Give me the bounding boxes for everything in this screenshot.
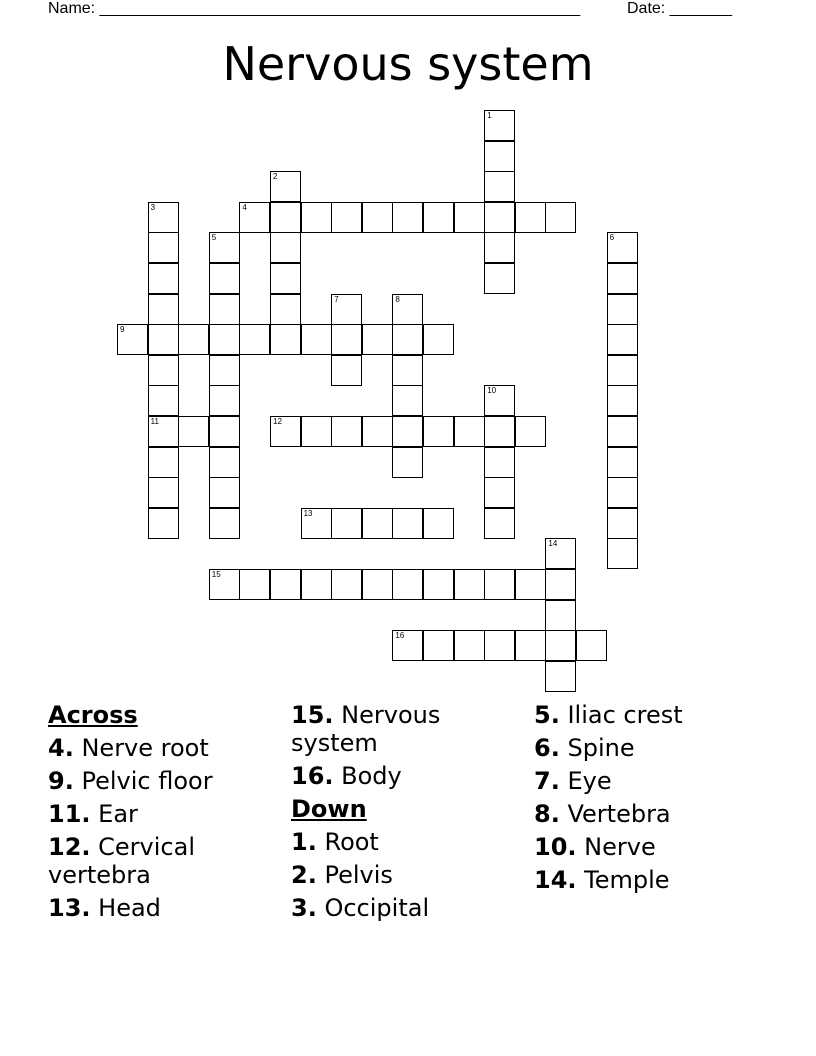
grid-cell[interactable] (270, 263, 301, 294)
clue-item-number: 9. (48, 767, 74, 795)
clue-item-number: 11. (48, 800, 91, 828)
clue-item-text: Iliac crest (567, 701, 683, 729)
clue-number: 5 (211, 233, 217, 243)
clue-column-2 (291, 701, 526, 927)
clue-item-number: 5. (534, 701, 560, 729)
grid-cell[interactable] (392, 508, 423, 539)
clue-item (291, 828, 526, 856)
grid-cell[interactable] (607, 538, 638, 569)
grid-cell[interactable] (545, 600, 576, 631)
grid-cell[interactable] (454, 569, 485, 600)
clue-item-text: Cervical vertebra (48, 833, 195, 889)
clue-item-text: Pelvic floor (81, 767, 213, 795)
clue-item-number: 4. (48, 734, 74, 762)
grid-cell[interactable] (209, 355, 240, 386)
grid-cell[interactable] (209, 508, 240, 539)
grid-cell[interactable] (423, 569, 454, 600)
grid-cell[interactable] (392, 385, 423, 416)
date-label: Date: (627, 0, 666, 17)
grid-cell[interactable] (148, 416, 179, 447)
grid-cell[interactable] (515, 202, 546, 233)
grid-cell[interactable] (362, 508, 393, 539)
grid-cell[interactable] (301, 202, 332, 233)
grid-cell[interactable] (362, 202, 393, 233)
clue-number: 8 (395, 294, 400, 304)
clue-item-number: 1. (291, 828, 317, 856)
grid-cell[interactable] (148, 385, 179, 416)
clue-item-text: Nerve root (81, 734, 209, 762)
grid-cell[interactable] (270, 171, 301, 202)
grid-cell[interactable] (239, 324, 270, 355)
grid-cell[interactable] (301, 508, 332, 539)
grid-cell[interactable] (331, 202, 362, 233)
grid-cell[interactable] (484, 477, 515, 508)
grid-cell[interactable] (545, 202, 576, 233)
grid-cell[interactable] (239, 569, 270, 600)
grid-cell[interactable] (607, 447, 638, 478)
clue-item-text: Nervous system (291, 701, 441, 757)
grid-cell[interactable] (148, 447, 179, 478)
grid-cell[interactable] (270, 569, 301, 600)
clue-item (48, 894, 283, 922)
grid-cell[interactable] (484, 263, 515, 294)
grid-cell[interactable] (148, 477, 179, 508)
grid-cell[interactable] (331, 355, 362, 386)
clue-item-text: Spine (567, 734, 635, 762)
grid-cell[interactable] (209, 477, 240, 508)
clue-item-number: 8. (534, 800, 560, 828)
grid-cell[interactable] (484, 202, 515, 233)
clue-number: 4 (242, 202, 247, 212)
clue-item-text: Vertebra (567, 800, 671, 828)
grid-cell[interactable] (607, 416, 638, 447)
grid-cell[interactable] (423, 508, 454, 539)
grid-cell[interactable] (423, 324, 454, 355)
clue-number: 7 (334, 294, 339, 304)
clue-item-number: 14. (534, 866, 577, 894)
grid-cell[interactable] (331, 569, 362, 600)
grid-cell[interactable] (423, 202, 454, 233)
grid-cell[interactable] (392, 416, 423, 447)
grid-cell[interactable] (392, 569, 423, 600)
clue-item-number: 16. (291, 762, 334, 790)
grid-cell[interactable] (362, 569, 393, 600)
grid-cell[interactable] (209, 447, 240, 478)
date-blank[interactable]: _______ (669, 0, 732, 17)
clue-item-text: Nerve (584, 833, 656, 861)
clue-item-number: 10. (534, 833, 577, 861)
grid-cell[interactable] (607, 232, 638, 263)
clue-item-text: Root (324, 828, 379, 856)
grid-cell[interactable] (392, 630, 423, 661)
clue-item-text: Occipital (324, 894, 430, 922)
clue-item-number: 15. (291, 701, 334, 729)
clue-number: 13 (303, 508, 313, 518)
grid-cell[interactable] (270, 416, 301, 447)
grid-cell[interactable] (301, 324, 332, 355)
clue-number: 11 (150, 417, 159, 426)
clue-item (291, 861, 526, 889)
grid-cell[interactable] (454, 630, 485, 661)
grid-cell[interactable] (484, 232, 515, 263)
grid-cell[interactable] (117, 324, 148, 355)
grid-cell[interactable] (515, 569, 546, 600)
grid-cell[interactable] (545, 661, 576, 692)
clue-item (291, 894, 526, 922)
grid-cell[interactable] (607, 324, 638, 355)
clue-item-number: 6. (534, 734, 560, 762)
grid-cell[interactable] (484, 385, 515, 416)
clue-item-number: 3. (291, 894, 317, 922)
clue-item-text: Head (98, 894, 161, 922)
clue-item (534, 800, 769, 828)
grid-cell[interactable] (484, 141, 515, 172)
grid-cell[interactable] (484, 110, 515, 141)
grid-cell[interactable] (423, 630, 454, 661)
clue-item-text: Ear (98, 800, 138, 828)
grid-cell[interactable] (423, 416, 454, 447)
grid-cell[interactable] (209, 416, 240, 447)
grid-cell[interactable] (331, 416, 362, 447)
clue-heading: Down (291, 795, 367, 823)
grid-cell[interactable] (331, 294, 362, 325)
clue-item (48, 767, 283, 795)
grid-cell[interactable] (362, 324, 393, 355)
grid-cell[interactable] (484, 508, 515, 539)
grid-cell[interactable] (178, 416, 209, 447)
grid-cell[interactable] (515, 416, 546, 447)
clue-item (48, 800, 283, 828)
grid-cell[interactable] (270, 232, 301, 263)
grid-cell[interactable] (607, 508, 638, 539)
clue-item (534, 767, 769, 795)
grid-cell[interactable] (484, 630, 515, 661)
grid-cell[interactable] (148, 355, 179, 386)
clue-item (534, 866, 769, 894)
clue-item-number: 13. (48, 894, 91, 922)
grid-cell[interactable] (209, 263, 240, 294)
clue-item-text: Temple (584, 866, 670, 894)
grid-cell[interactable] (301, 569, 332, 600)
clue-item-number: 2. (291, 861, 317, 889)
grid-cell[interactable] (301, 416, 332, 447)
grid-cell[interactable] (209, 294, 240, 325)
grid-cell[interactable] (576, 630, 607, 661)
clue-number: 16 (395, 631, 405, 641)
clue-column-3 (534, 701, 769, 899)
grid-cell[interactable] (209, 569, 240, 600)
grid-cell[interactable] (270, 202, 301, 233)
grid-cell[interactable] (178, 324, 209, 355)
grid-cell[interactable] (148, 294, 179, 325)
grid-cell[interactable] (545, 630, 576, 661)
grid-cell[interactable] (331, 508, 362, 539)
clue-number: 1 (487, 111, 492, 120)
clue-number: 3 (150, 202, 156, 212)
grid-cell[interactable] (607, 385, 638, 416)
grid-cell[interactable] (331, 324, 362, 355)
grid-cell[interactable] (209, 385, 240, 416)
clue-item-text: Eye (567, 767, 612, 795)
grid-cell[interactable] (148, 324, 179, 355)
grid-cell[interactable] (148, 202, 179, 233)
clue-item (48, 734, 283, 762)
grid-cell[interactable] (148, 232, 179, 263)
clue-item (534, 833, 769, 861)
grid-cell[interactable] (148, 508, 179, 539)
grid-cell[interactable] (392, 355, 423, 386)
clue-number: 14 (548, 539, 558, 549)
clue-heading: Across (48, 701, 138, 729)
grid-cell[interactable] (607, 477, 638, 508)
grid-cell[interactable] (392, 202, 423, 233)
grid-cell[interactable] (209, 232, 240, 263)
clue-column-1 (48, 701, 283, 927)
grid-cell[interactable] (607, 355, 638, 386)
grid-cell[interactable] (362, 416, 393, 447)
name-blank[interactable]: ______________________________________________________ (99, 0, 581, 17)
clue-number: 2 (273, 172, 278, 182)
clue-item (291, 762, 526, 790)
grid-cell[interactable] (545, 538, 576, 569)
grid-cell[interactable] (392, 447, 423, 478)
clue-number: 15 (211, 570, 221, 579)
clue-number: 6 (609, 233, 615, 243)
clue-item-text: Pelvis (324, 861, 393, 889)
grid-cell[interactable] (392, 294, 423, 325)
grid-cell[interactable] (484, 171, 515, 202)
grid-cell[interactable] (607, 263, 638, 294)
grid-cell[interactable] (484, 447, 515, 478)
clue-number: 9 (120, 325, 125, 335)
clue-number: 10 (487, 386, 497, 396)
clue-item-number: 12. (48, 833, 91, 861)
clue-item-text: Body (341, 762, 402, 790)
clue-item (534, 701, 769, 729)
grid-cell[interactable] (515, 630, 546, 661)
page-title: Nervous system (222, 37, 594, 91)
grid-cell[interactable] (209, 324, 240, 355)
grid-cell[interactable] (392, 324, 423, 355)
clue-item (48, 833, 283, 889)
grid-cell[interactable] (270, 324, 301, 355)
clue-item (291, 701, 526, 757)
name-label: Name: (48, 0, 96, 17)
clue-item-number: 7. (534, 767, 560, 795)
grid-cell[interactable] (484, 416, 515, 447)
grid-cell[interactable] (239, 202, 270, 233)
grid-cell[interactable] (148, 263, 179, 294)
grid-cell[interactable] (270, 294, 301, 325)
clue-item (534, 734, 769, 762)
grid-cell[interactable] (607, 294, 638, 325)
grid-cell[interactable] (454, 202, 485, 233)
grid-cell[interactable] (545, 569, 576, 600)
grid-cell[interactable] (454, 416, 485, 447)
grid-cell[interactable] (484, 569, 515, 600)
clue-number: 12 (273, 417, 282, 426)
